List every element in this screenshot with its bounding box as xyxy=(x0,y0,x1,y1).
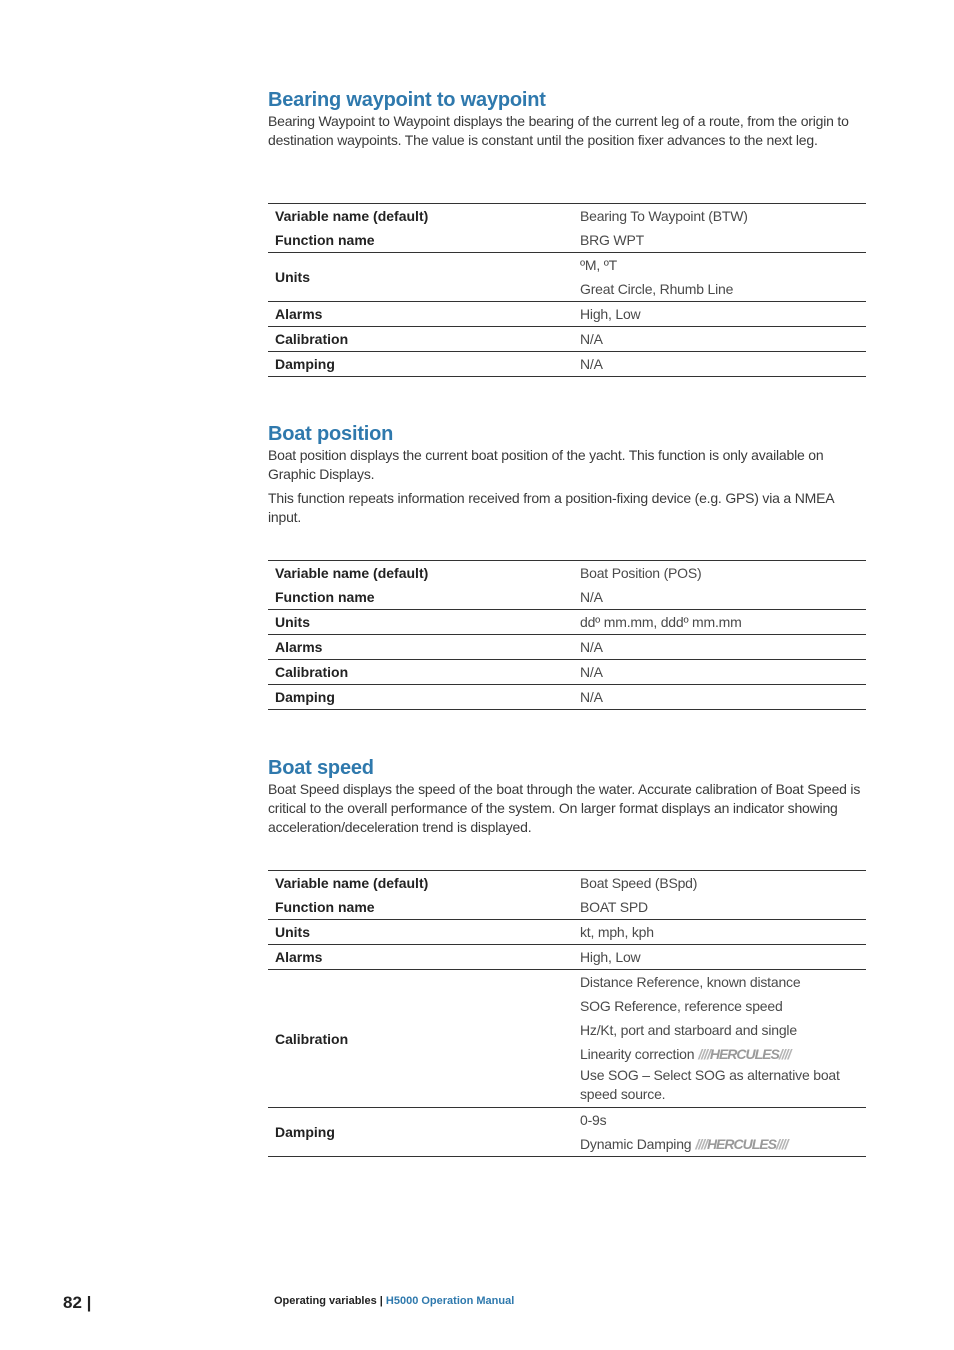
value-line: Great Circle, Rhumb Line xyxy=(580,281,734,297)
value-line: SOG Reference, reference speed xyxy=(580,998,783,1014)
row-value: Bearing To Waypoint (BTW) xyxy=(573,204,866,229)
row-key: Calibration xyxy=(268,970,573,1108)
section-bearing-waypoint xyxy=(268,88,866,155)
section-title: Boat speed xyxy=(268,757,374,779)
value-text: Linearity correction xyxy=(580,1046,695,1062)
row-value: Boat Position (POS) xyxy=(573,561,866,586)
row-value: High, Low xyxy=(573,945,866,970)
row-value: N/A xyxy=(573,635,866,660)
spec-table-boat-speed xyxy=(268,870,866,1157)
table-row xyxy=(268,204,866,229)
row-value: BRG WPT xyxy=(580,232,644,248)
table-row xyxy=(268,610,866,635)
table-row xyxy=(268,585,866,610)
table-row xyxy=(268,228,866,253)
table-row xyxy=(268,635,866,660)
table-row xyxy=(268,945,866,970)
table-row xyxy=(268,685,866,710)
page-number: 82 | xyxy=(63,1293,92,1312)
row-value: Boat Speed (BSpd) xyxy=(573,871,866,896)
value-line: Distance Reference, known distance xyxy=(580,974,801,990)
row-value: kt, mph, kph xyxy=(573,920,866,945)
table-row xyxy=(268,970,866,1108)
table-row xyxy=(268,871,866,896)
section-boat-position xyxy=(268,422,866,532)
row-value: N/A xyxy=(573,660,866,685)
footer-manual-title: H5000 Operation Manual xyxy=(385,1295,515,1307)
row-key: Alarms xyxy=(268,302,573,327)
section-title: Boat position xyxy=(268,423,394,445)
table-row xyxy=(268,302,866,327)
value-line: 0-9s xyxy=(580,1112,607,1128)
value-text: Dynamic Damping xyxy=(580,1136,692,1152)
hercules-logo-icon: ////HERCULES//// xyxy=(695,1136,788,1152)
table-row xyxy=(268,253,866,302)
row-value: N/A xyxy=(580,589,603,605)
table-row xyxy=(268,1108,866,1157)
row-key: Damping xyxy=(268,685,573,710)
row-value: N/A xyxy=(573,327,866,352)
table-row xyxy=(268,660,866,685)
footer-text xyxy=(274,1295,514,1307)
value-line xyxy=(580,1132,866,1156)
table-row xyxy=(268,327,866,352)
row-value: High, Low xyxy=(573,302,866,327)
value-line: Hz/Kt, port and starboard and single xyxy=(580,1022,797,1038)
table-row xyxy=(268,352,866,377)
section-title: Bearing waypoint to waypoint xyxy=(268,89,546,111)
row-key: Calibration xyxy=(268,660,573,685)
table-row xyxy=(268,895,866,920)
value-line xyxy=(580,1042,866,1066)
row-value xyxy=(573,1108,866,1157)
section-boat-speed xyxy=(268,756,866,842)
row-key: Variable name (default) xyxy=(268,204,573,229)
footer-chapter: Operating variables | xyxy=(274,1295,383,1307)
value-line: Use SOG – Select SOG as alternative boat speed source. xyxy=(580,1067,840,1102)
row-key: Damping xyxy=(268,352,573,377)
row-key: Damping xyxy=(268,1108,573,1157)
section-paragraph: Bearing Waypoint to Waypoint displays the bearing of the current leg of a route, from the origin to destination waypoints. The value is constant until the position fixer advances to the next leg. xyxy=(268,113,849,148)
row-value: BOAT SPD xyxy=(580,899,648,915)
row-value: ddº mm.mm, dddº mm.mm xyxy=(573,610,866,635)
row-key: Function name xyxy=(275,232,375,248)
row-key: Units xyxy=(268,610,573,635)
row-key: Calibration xyxy=(268,327,573,352)
row-key: Units xyxy=(268,920,573,945)
value-line: ºM, ºT xyxy=(580,257,618,273)
section-paragraph: Boat Speed displays the speed of the boat through the water. Accurate calibration of Boat Speed is critical to the overall performance of the system. On larger format displays an indicator showing acceleration/deceleration trend is displayed. xyxy=(268,781,861,835)
row-key: Function name xyxy=(275,589,375,605)
table-row xyxy=(268,920,866,945)
row-value xyxy=(573,970,866,1108)
row-key: Alarms xyxy=(268,945,573,970)
row-value: N/A xyxy=(573,352,866,377)
section-paragraph: This function repeats information received from a position-fixing device (e.g. GPS) via a NMEA input. xyxy=(268,490,834,525)
row-key: Function name xyxy=(275,899,375,915)
row-key: Variable name (default) xyxy=(268,871,573,896)
section-paragraph: Boat position displays the current boat position of the yacht. This function is only available on Graphic Displays. xyxy=(268,447,824,482)
row-key: Variable name (default) xyxy=(268,561,573,586)
table-row xyxy=(268,561,866,586)
row-key: Units xyxy=(268,253,573,302)
hercules-logo-icon: ////HERCULES//// xyxy=(698,1046,791,1062)
spec-table-boat-position xyxy=(268,560,866,710)
row-key: Alarms xyxy=(268,635,573,660)
spec-table-bearing-waypoint xyxy=(268,203,866,377)
row-value xyxy=(573,253,866,302)
row-value: N/A xyxy=(573,685,866,710)
